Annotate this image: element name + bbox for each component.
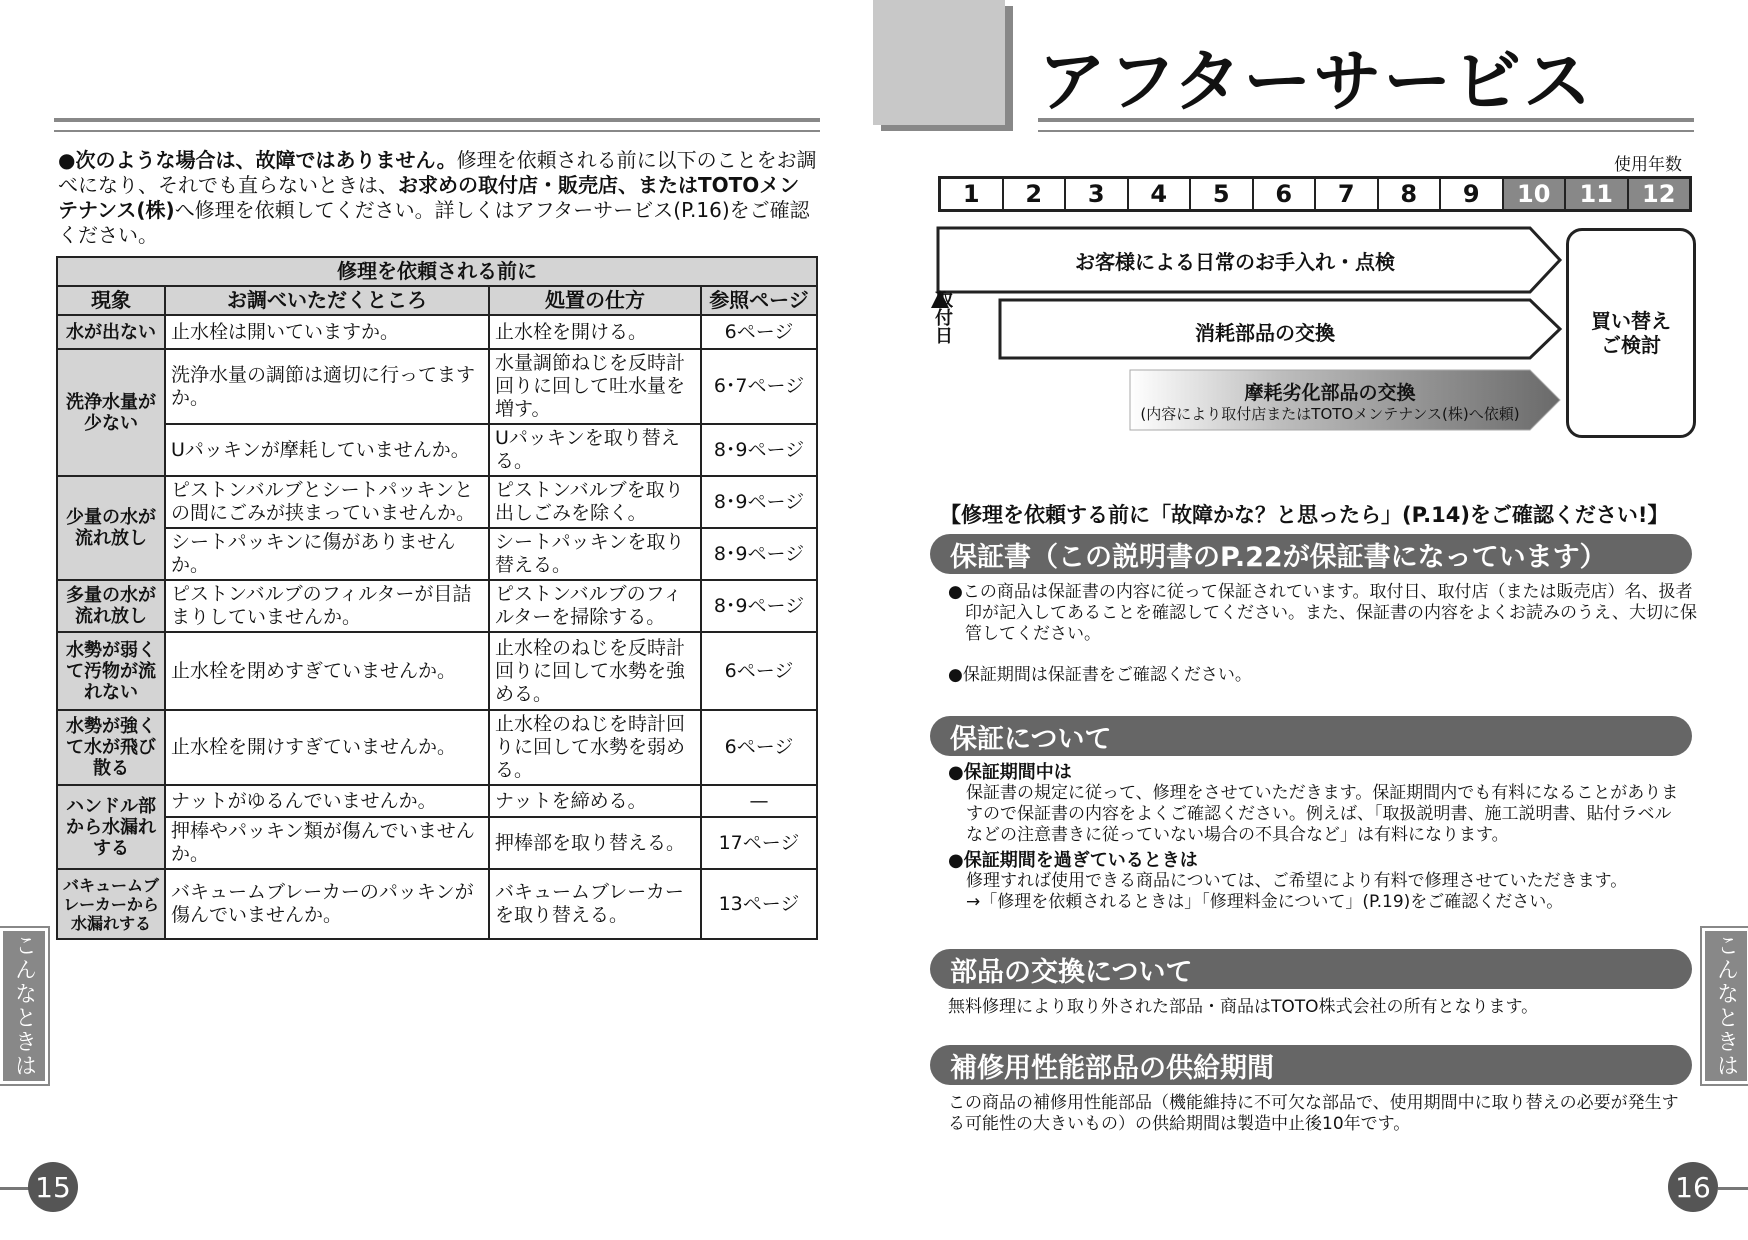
- warranty-card-p2: ●保証期間は保証書をご確認ください。: [948, 665, 1252, 685]
- table-row: [57, 817, 817, 869]
- table-row: [57, 349, 817, 424]
- year-cell: 9: [1441, 179, 1504, 209]
- action-cell: シートパッキンを取り替える。: [489, 528, 701, 580]
- table-row: [57, 632, 817, 710]
- year-cell: 5: [1191, 179, 1254, 209]
- action-cell: ピストンバルブを取り出しごみを除く。: [489, 476, 701, 528]
- year-cell: 1: [941, 179, 1004, 209]
- year-cell: 10: [1504, 179, 1567, 209]
- check-cell: 押棒やパッキン類が傷んでいませんか。: [165, 817, 489, 869]
- table-row: [57, 710, 817, 785]
- table-row: [57, 424, 817, 476]
- troubleshooting-table: [56, 256, 818, 940]
- year-cell: 12: [1629, 179, 1690, 209]
- page-cell: 6ページ: [701, 710, 817, 785]
- page-title: アフターサービス: [1038, 43, 1594, 122]
- check-cell: シートパッキンに傷がありませんか。: [165, 528, 489, 580]
- intro-text-1: 修理を依頼される前に以下のことをお調べになり、それでも直らないときは、: [58, 148, 817, 197]
- symptom-cell: ハンドル部から水漏れする: [57, 785, 165, 869]
- action-cell: ナットを締める。: [489, 785, 701, 817]
- years-label: 使用年数: [1614, 155, 1682, 175]
- page-cell: —: [701, 785, 817, 817]
- symptom-cell: 少量の水が流れ放し: [57, 476, 165, 580]
- intro-text-2: へ修理を依頼してください。詳しくはアフターサービス(P.16)をご確認ください。: [58, 198, 810, 247]
- page-number-right: 16: [1668, 1162, 1718, 1212]
- intro-bold-2: お求めの取付店・販売店、またはTOTOメンテナンス(株): [58, 173, 800, 222]
- arrow-wear-sub: (内容により取付店またはTOTOメンテナンス(株)へ依頼): [1140, 405, 1520, 423]
- check-cell: バキュームブレーカーのパッキンが傷んでいませんか。: [165, 869, 489, 939]
- year-cell: 3: [1066, 179, 1129, 209]
- table-row: [57, 785, 817, 817]
- action-cell: バキュームブレーカーを取り替える。: [489, 869, 701, 939]
- section-parts-heading: 部品の交換について: [930, 949, 1692, 989]
- header-check: お調べいただくところ: [165, 286, 489, 315]
- page-cell: 8･9ページ: [701, 476, 817, 528]
- years-bar: [938, 176, 1692, 212]
- check-cell: ピストンバルブとシートパッキンとの間にごみが挟まっていませんか。: [165, 476, 489, 528]
- year-cell: 4: [1129, 179, 1192, 209]
- action-cell: 水量調節ねじを反時計回りに回して吐水量を増す。: [489, 349, 701, 424]
- year-cell: 2: [1004, 179, 1067, 209]
- intro-bold: ●次のような場合は、故障ではありません。: [58, 148, 457, 172]
- symptom-cell: 多量の水が流れ放し: [57, 580, 165, 632]
- warranty-sub2: ●保証期間を過ぎているときは: [948, 850, 1198, 871]
- replace-line-2: ご検討: [1601, 333, 1661, 357]
- intro-text: [58, 148, 818, 248]
- symptom-cell: 水勢が強くて水が飛び散る: [57, 710, 165, 785]
- check-cell: 止水栓を開けすぎていませんか。: [165, 710, 489, 785]
- replacement-box: [1566, 228, 1696, 438]
- install-date-label: 取付日: [932, 290, 953, 344]
- replace-line-1: 買い替え: [1591, 309, 1671, 333]
- section-supply-heading: 補修用性能部品の供給期間: [930, 1045, 1692, 1085]
- action-cell: ピストンバルブのフィルターを掃除する。: [489, 580, 701, 632]
- year-cell: 6: [1254, 179, 1317, 209]
- table-row: [57, 580, 817, 632]
- parts-p1: 無料修理により取り外された部品・商品はTOTO株式会社の所有となります。: [948, 997, 1539, 1017]
- top-rule-left: [54, 118, 820, 132]
- table-row: [57, 528, 817, 580]
- table-title: 修理を依頼される前に: [57, 257, 817, 286]
- page-cell: 8･9ページ: [701, 424, 817, 476]
- page-cell: 6ページ: [701, 315, 817, 349]
- action-cell: 止水栓のねじを時計回りに回して水勢を弱める。: [489, 710, 701, 785]
- symptom-cell: 水勢が弱くて汚物が流れない: [57, 632, 165, 710]
- page-line-left: [0, 1187, 30, 1190]
- check-cell: 洗浄水量の調節は適切に行ってますか。: [165, 349, 489, 424]
- check-cell: ピストンバルブのフィルターが目詰まりしていませんか。: [165, 580, 489, 632]
- side-tab-right[interactable]: こんなときは: [1702, 928, 1748, 1084]
- action-cell: 止水栓のねじを反時計回りに回して水勢を強める。: [489, 632, 701, 710]
- warranty-card-p1: ●この商品は保証書の内容に従って保証されています。取付日、取付店（または販売店）名、扱者印が記入してあることを確認してください。また、保証書の内容をよくお読みのうえ、大切に保管してください。: [948, 582, 1698, 644]
- arrow-daily-label: お客様による日常のお手入れ・点検: [1075, 250, 1395, 274]
- action-cell: 止水栓を開ける。: [489, 315, 701, 349]
- warranty-p3: →「修理を依頼されるときは」「修理料金について」(P.19)をご確認ください。: [966, 892, 1564, 912]
- page-number-left: 15: [28, 1162, 78, 1212]
- header-symptom: 現象: [57, 286, 165, 315]
- check-cell: ナットがゆるんでいませんか。: [165, 785, 489, 817]
- arrow-consumable-label: 消耗部品の交換: [1195, 321, 1335, 345]
- page-line-right: [1718, 1187, 1748, 1190]
- page-cell: 6･7ページ: [701, 349, 817, 424]
- year-cell: 8: [1379, 179, 1442, 209]
- top-rule-right: [1038, 118, 1694, 132]
- year-cell: 11: [1566, 179, 1629, 209]
- page-cell: 8･9ページ: [701, 580, 817, 632]
- section-warranty-heading: 保証について: [930, 716, 1692, 756]
- side-tab-left[interactable]: こんなときは: [0, 928, 48, 1084]
- arrow-wear-label: 摩耗劣化部品の交換: [1244, 382, 1416, 404]
- page-cell: 13ページ: [701, 869, 817, 939]
- warranty-block: [948, 762, 1688, 913]
- page-cell: 6ページ: [701, 632, 817, 710]
- header-page: 参照ページ: [701, 286, 817, 315]
- table-row: [57, 869, 817, 939]
- title-block: [873, 0, 1005, 125]
- symptom-cell: 水が出ない: [57, 315, 165, 349]
- table-row: [57, 476, 817, 528]
- section-warranty-card-heading: 保証書（この説明書のP.22が保証書になっています）: [930, 534, 1692, 574]
- warranty-p2: 修理すれば使用できる商品については、ご希望により有料で修理させていただきます。: [966, 871, 1628, 891]
- check-note: 【修理を依頼する前に「故障かな？と思ったら」(P.14)をご確認ください!】: [940, 503, 1669, 527]
- symptom-cell: 洗浄水量が少ない: [57, 349, 165, 476]
- year-cell: 7: [1316, 179, 1379, 209]
- warranty-p1: 保証書の規定に従って、修理をさせていただきます。保証期間内でも有料になることがありますので保証書の内容をよくご確認ください。例えば、「取扱説明書、施工説明書、貼付ラベルなどの注意書きに従っていない場合の不具合など」は有料になります。: [966, 783, 1679, 845]
- symptom-cell: バキュームブレーカーから水漏れする: [57, 869, 165, 939]
- check-cell: 止水栓を閉めすぎていませんか。: [165, 632, 489, 710]
- check-cell: Uパッキンが摩耗していませんか。: [165, 424, 489, 476]
- action-cell: Uパッキンを取り替える。: [489, 424, 701, 476]
- warranty-sub1: ●保証期間中は: [948, 762, 1072, 783]
- supply-p1: この商品の補修用性能部品（機能維持に不可欠な部品で、使用期間中に取り替えの必要が発生する可能性の大きいもの）の供給期間は製造中止後10年です。: [948, 1093, 1679, 1134]
- action-cell: 押棒部を取り替える。: [489, 817, 701, 869]
- page-cell: 17ページ: [701, 817, 817, 869]
- check-cell: 止水栓は開いていますか。: [165, 315, 489, 349]
- page-cell: 8･9ページ: [701, 528, 817, 580]
- table-row: [57, 315, 817, 349]
- header-action: 処置の仕方: [489, 286, 701, 315]
